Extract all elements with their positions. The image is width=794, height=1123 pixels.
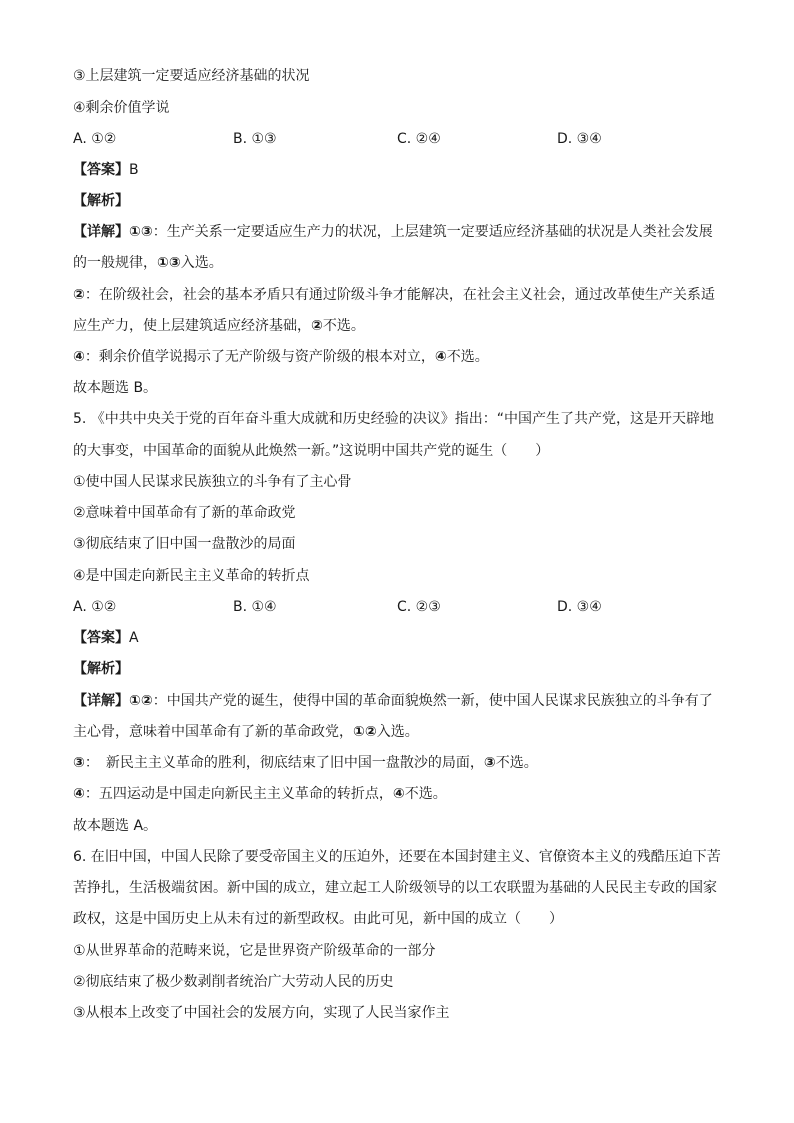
q4-detail-1-cont (73, 254, 754, 272)
q4-options (73, 130, 753, 148)
q6-stem: 6. 在旧中国，中国人民除了要受帝国主义的压迫外，还要在本国封建主义、官僚资本主义的残酷压迫下苦 (73, 849, 721, 865)
detail-text: 应生产力，使上层建筑适应经济基础， (73, 318, 311, 334)
q5-detail-2 (73, 754, 754, 772)
q5-detail-3 (73, 785, 754, 803)
q4-detail-2-cont (73, 317, 754, 335)
detail-marker: ①③ (157, 255, 181, 271)
detail-text: ：生产关系一定要适应生产力的状况，上层建筑一定要适应经济基础的状况是人类社会发展 (152, 224, 713, 240)
answer-tag: 【答案】 (73, 162, 129, 178)
detail-text: 不选。 (446, 349, 489, 365)
q6-item-3: ③从根本上改变了中国社会的发展方向，实现了人民当家作主 (73, 1005, 450, 1021)
q5-item-2: ②意味着中国革命有了新的革命政党 (73, 505, 296, 521)
q4-option-d: D. ③④ (557, 131, 602, 147)
answer-value: A (129, 630, 139, 646)
q5-detail-1 (73, 692, 754, 710)
q4-item-4: ④剩余价值学说 (73, 100, 170, 116)
q4-answer (73, 161, 754, 179)
q6-stem-cont-2: 政权，这是中国历史上从未有过的新型政权。由此可见，新中国的成立（ ） (73, 911, 563, 927)
q4-analysis-tag: 【解析】 (73, 193, 129, 209)
answer-value: B (129, 162, 139, 178)
detail-text: 入选。 (376, 724, 419, 740)
detail-marker: ①③ (129, 224, 153, 240)
detail-marker: ② (73, 287, 85, 303)
q6-item-2: ②彻底结束了极少数剥削者统治广大劳动人民的历史 (73, 974, 394, 990)
detail-marker: ④ (73, 786, 85, 802)
detail-tag: 【详解】 (73, 224, 129, 240)
detail-marker: ③ (483, 755, 496, 771)
detail-marker: ④ (434, 349, 447, 365)
detail-text: 不选。 (404, 786, 447, 802)
detail-marker: ② (311, 318, 323, 334)
detail-text: ：在阶级社会，社会的基本矛盾只有通过阶级斗争才能解决，在社会主义社会，通过改革使生产关系适 (84, 287, 715, 303)
q4-option-a: A. ①② (73, 131, 117, 147)
q5-option-b: B. ①④ (233, 599, 277, 615)
detail-text: 不选。 (495, 755, 538, 771)
detail-text: 入选。 (180, 255, 223, 271)
detail-text: ：剩余价值学说揭示了无产阶级与资产阶级的根本对立， (84, 349, 435, 365)
detail-marker: ④ (73, 349, 85, 365)
detail-text: ： 新民主主义革命的胜利，彻底结束了旧中国一盘散沙的局面， (84, 755, 484, 771)
detail-text: 不选。 (322, 318, 365, 334)
q4-option-c: C. ②④ (397, 131, 441, 147)
q4-detail-1 (73, 223, 754, 241)
detail-marker: ①② (129, 693, 153, 709)
q5-item-4: ④是中国走向新民主主义革命的转折点 (73, 568, 310, 584)
q5-detail-1-cont (73, 723, 754, 741)
detail-marker: ③ (73, 755, 85, 771)
q5-option-a: A. ①② (73, 599, 117, 615)
q5-item-1: ①使中国人民谋求民族独立的斗争有了主心骨 (73, 474, 352, 490)
q4-detail-3 (73, 348, 754, 366)
q4-option-b: B. ①③ (233, 131, 277, 147)
detail-text: ：五四运动是中国走向新民主主义革命的转折点， (84, 786, 393, 802)
detail-text: 主心骨，意味着中国革命有了新的革命政党， (73, 724, 353, 740)
detail-marker: ①② (353, 724, 377, 740)
q4-conclusion: 故本题选 B。 (73, 380, 158, 396)
q5-option-d: D. ③④ (557, 599, 602, 615)
q5-stem-cont: 的大事变，中国革命的面貌从此焕然一新。”这说明中国共产党的诞生（ ） (73, 443, 550, 459)
answer-tag: 【答案】 (73, 630, 129, 646)
q5-item-3: ③彻底结束了旧中国一盘散沙的局面 (73, 536, 296, 552)
detail-marker: ④ (392, 786, 405, 802)
q5-option-c: C. ②③ (397, 599, 441, 615)
q6-item-1: ①从世界革命的范畴来说，它是世界资产阶级革命的一部分 (73, 943, 436, 959)
q5-analysis-tag: 【解析】 (73, 661, 129, 677)
detail-text: ：中国共产党的诞生，使得中国的革命面貌焕然一新，使中国人民谋求民族独立的斗争有了 (152, 693, 713, 709)
q5-answer (73, 629, 754, 647)
q4-detail-2 (73, 286, 754, 304)
q5-options (73, 598, 753, 616)
detail-tag: 【详解】 (73, 693, 129, 709)
q6-stem-cont: 苦挣扎，生活极端贫困。新中国的成立，建立起工人阶级领导的以工农联盟为基础的人民民主专政的国家 (73, 880, 717, 896)
q5-stem: 5. 《中共中央关于党的百年奋斗重大成就和历史经验的决议》指出：“中国产生了共产党，这是开天辟地 (73, 411, 715, 427)
q4-item-3: ③上层建筑一定要适应经济基础的状况 (73, 68, 310, 84)
detail-text: 的一般规律， (73, 255, 157, 271)
q5-conclusion: 故本题选 A。 (73, 818, 158, 834)
